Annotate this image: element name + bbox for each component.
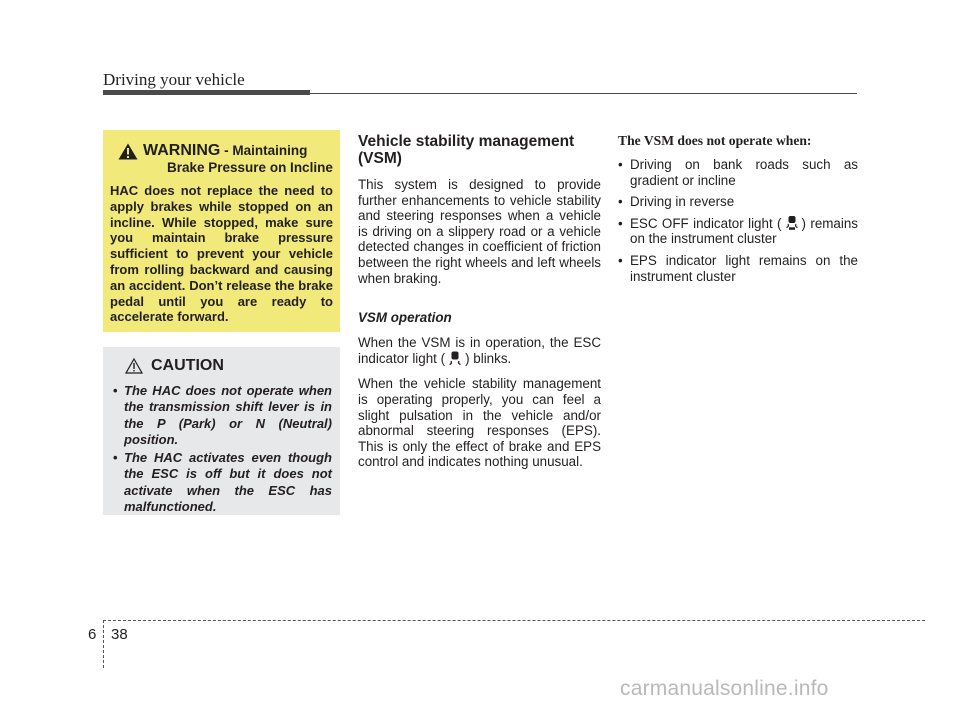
vsm-section bbox=[358, 133, 601, 470]
caution-label: CAUTION bbox=[151, 357, 224, 374]
vsm-operation-p1-end: ) blinks. bbox=[465, 350, 512, 366]
warning-subtitle-1: - Maintaining bbox=[220, 143, 308, 158]
warning-triangle-icon bbox=[118, 143, 138, 160]
list-item: • Driving in reverse bbox=[618, 194, 858, 210]
warning-text: HAC does not replace the need to apply brakes while stopped on an incline. While stopped, make sure you maintain brake pressure sufficient to prevent your vehicle from rolling backward and causing an accident. Don’t release the brake pedal until you are ready to accelerate forward. bbox=[110, 183, 333, 325]
footer-rule bbox=[103, 620, 925, 621]
caution-box bbox=[103, 347, 340, 515]
header-rule-thick bbox=[103, 90, 310, 95]
vsm-operation-p1 bbox=[358, 335, 601, 366]
list-item: • Driving on bank roads such as gradient or incline bbox=[618, 157, 858, 188]
chapter-number: 6 bbox=[88, 626, 97, 643]
header-rule-thin bbox=[310, 93, 857, 94]
vsm-intro: This system is designed to provide further enhancements to vehicle stability and steering responses when a vehicle is driving on a slippery road or a vehicle detected changes in coefficient of friction between the right wheels and left wheels when braking. bbox=[358, 177, 601, 286]
caution-triangle-icon bbox=[125, 358, 143, 374]
watermark: carmanualsonline.info bbox=[620, 677, 829, 700]
page-number: 38 bbox=[111, 626, 128, 643]
vsm-operation-title: VSM operation bbox=[358, 310, 452, 326]
not-operate-title: The VSM does not operate when: bbox=[618, 133, 812, 148]
warning-label: WARNING bbox=[143, 142, 221, 159]
caution-heading bbox=[125, 357, 332, 375]
vsm-operation-p2: When the vehicle stability management is operating properly, you can feel a slight pulsation in the vehicle and/or abnormal steering responses (EPS). This is only the effect of brake and EPS control and indicates nothing unusual. bbox=[358, 376, 601, 470]
vsm-title: Vehicle stability management (VSM) bbox=[358, 133, 575, 167]
vsm-operation-p1-text: When the VSM is in operation, the ESC indicator light ( bbox=[358, 335, 601, 366]
vsm-not-operate-section bbox=[618, 133, 858, 290]
not-operate-list bbox=[618, 157, 858, 284]
caution-item: • The HAC does not operate when the transmission shift lever is in the P (Park) or N (Neutral) position. bbox=[113, 383, 332, 448]
caution-item: • The HAC activates even though the ESC is off but it does not activate when the ESC has malfunctioned. bbox=[113, 450, 332, 515]
caution-list bbox=[113, 383, 332, 515]
list-item-esc-off bbox=[618, 216, 858, 247]
warning-box bbox=[103, 130, 340, 332]
esc-off-indicator-icon bbox=[785, 216, 799, 230]
page-header-title: Driving your vehicle bbox=[103, 70, 245, 89]
warning-subtitle-2: Brake Pressure on Incline bbox=[167, 160, 333, 175]
footer-vertical-rule bbox=[103, 620, 104, 668]
esc-off-text-after: ) remains on the instrument cluster bbox=[630, 215, 858, 247]
esc-indicator-icon bbox=[448, 351, 462, 365]
list-item: • EPS indicator light remains on the instrument cluster bbox=[618, 253, 858, 284]
esc-off-text-before: ESC OFF indicator light ( bbox=[630, 215, 782, 231]
warning-heading bbox=[118, 142, 333, 160]
